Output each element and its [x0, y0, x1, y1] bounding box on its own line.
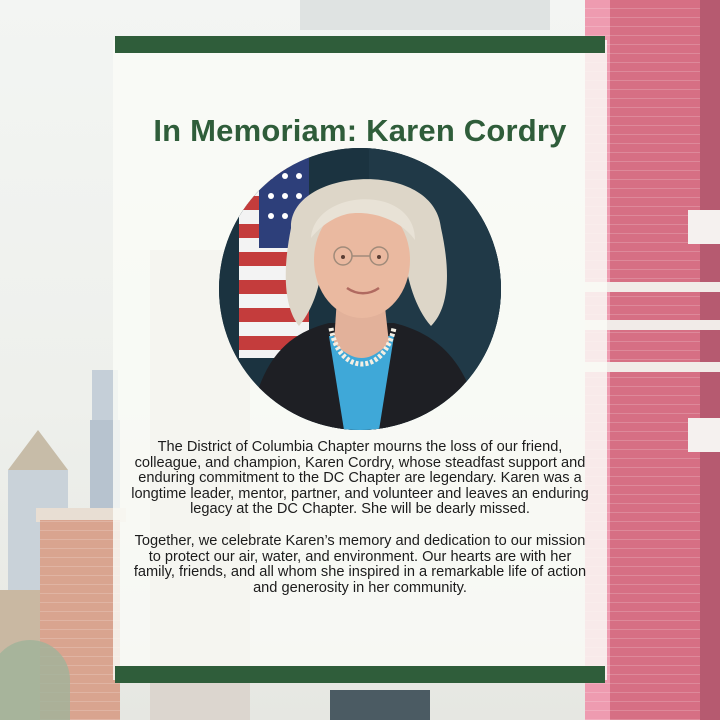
bottom-accent-bar [115, 666, 605, 683]
message-paragraph-2: Together, we celebrate Karen’s memory and dedication to our mission to protect our air, water, and environment. Our hearts are with her family, friends, and all whom she inspired in a remarkable life of action and generosity in her community. [133, 532, 587, 596]
portrait-photo [219, 148, 501, 430]
message-paragraph-1: The District of Columbia Chapter mourns the loss of our friend, colleague, and champion, Karen Cordry, whose steadfast support and enduring commitment to the DC Chapter are legendary. Karen was a longtime leader, mentor, partner, and volunteer and leaves an enduring legacy at the DC Chapter. She will be dearly missed. [131, 439, 589, 518]
top-accent-bar [115, 36, 605, 53]
page-title: In Memoriam: Karen Cordry [153, 112, 567, 148]
memorial-message [128, 440, 592, 596]
